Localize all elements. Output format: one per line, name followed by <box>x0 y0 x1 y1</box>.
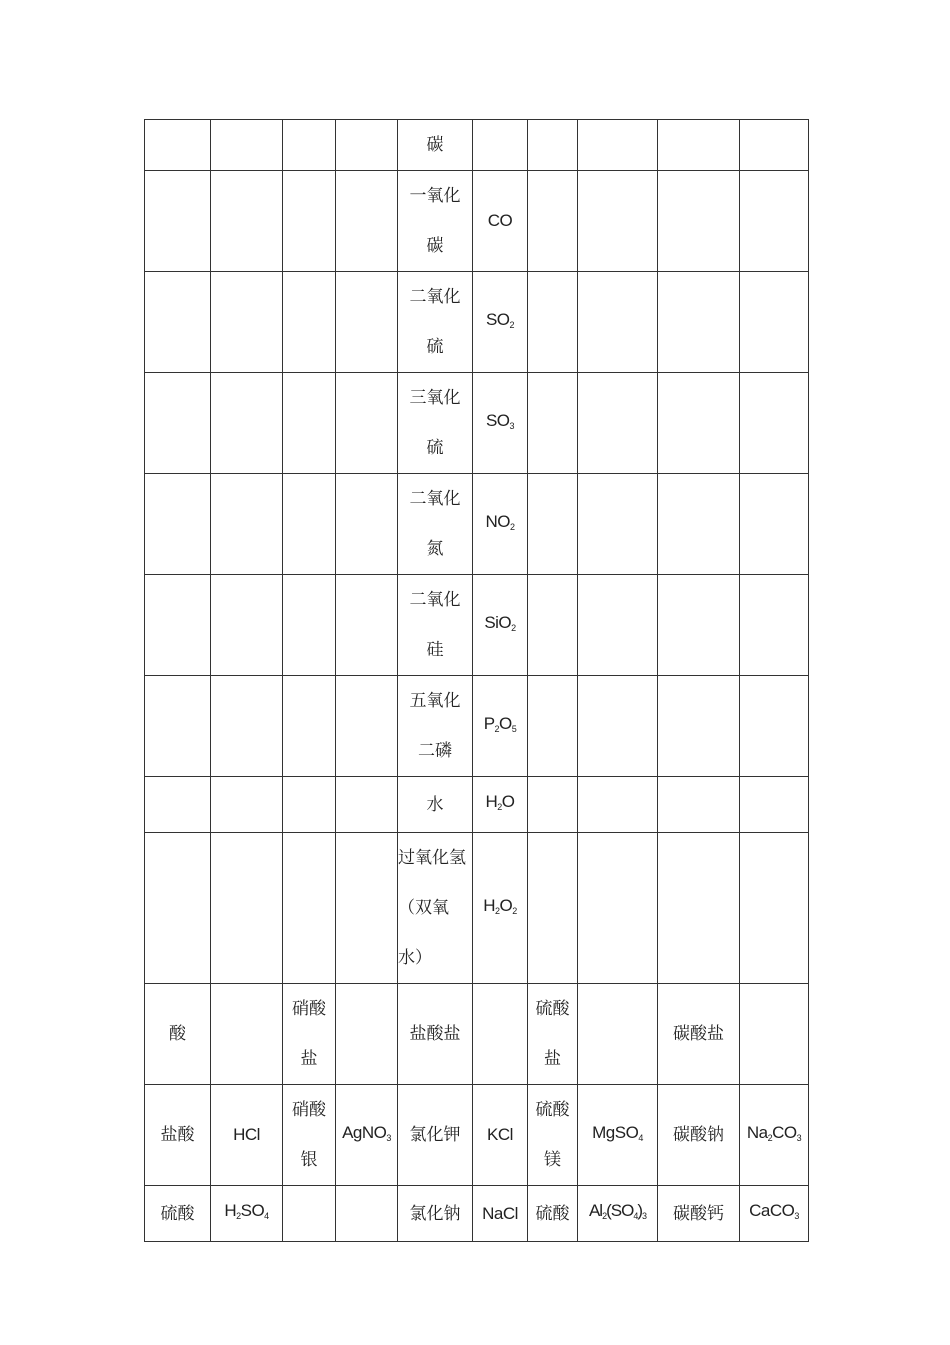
subscript: 3 <box>794 1211 799 1221</box>
table-cell: 过氧化氢（双氧水） <box>398 833 473 984</box>
subscript: 2 <box>495 905 500 916</box>
table-cell: 二氧化硅 <box>398 575 473 676</box>
formula-cell: $NO_2$ <box>473 474 528 575</box>
formula-cell: HCl <box>211 1085 283 1186</box>
table-row <box>145 1186 809 1242</box>
chemistry-table <box>144 119 809 1242</box>
formula-cell: $Na_2CO_3$ <box>740 1085 809 1186</box>
subscript: 2 <box>602 1211 607 1221</box>
formula-cell: $H_2O$ <box>473 777 528 833</box>
subscript: 2 <box>497 802 502 812</box>
subscript: 4 <box>638 1132 643 1143</box>
subscript: 2 <box>512 905 517 916</box>
table-cell: 硝酸盐 <box>283 984 336 1085</box>
formula-cell: NaCl <box>473 1186 528 1242</box>
formula-cell: $SO_3$ <box>473 373 528 474</box>
table-cell: 碳 <box>398 120 473 171</box>
table-row <box>145 676 809 777</box>
table-row <box>145 833 809 984</box>
subscript: 4 <box>264 1211 269 1221</box>
table-row <box>145 1085 809 1186</box>
table-cell: 硫酸 <box>145 1186 211 1242</box>
table-cell: 氯化钠 <box>398 1186 473 1242</box>
table-row <box>145 984 809 1085</box>
subscript: 2 <box>494 723 500 734</box>
subscript: 2 <box>509 521 515 532</box>
subscript: 4 <box>633 1211 638 1221</box>
formula-cell: $H_2O_2$ <box>473 833 528 984</box>
formula-cell: CO <box>473 171 528 272</box>
formula-cell: AgNO$_3$ <box>336 1085 398 1186</box>
table-row <box>145 272 809 373</box>
table-cell: 酸 <box>145 984 211 1085</box>
subscript: 2 <box>236 1211 241 1221</box>
table-cell: 一氧化碳 <box>398 171 473 272</box>
subscript: 2 <box>509 319 515 330</box>
subscript: 2 <box>767 1132 773 1143</box>
table-row <box>145 120 809 171</box>
formula-cell: $Al_2(SO_4)_3$ <box>578 1186 658 1242</box>
table-cell: 氯化钾 <box>398 1085 473 1186</box>
table-row <box>145 777 809 833</box>
table-cell: 二氧化氮 <box>398 474 473 575</box>
subscript: 3 <box>796 1132 802 1143</box>
table-cell: 水 <box>398 777 473 833</box>
formula-cell: MgSO$_4$ <box>578 1085 658 1186</box>
table-cell: 五氧化二磷 <box>398 676 473 777</box>
table-row <box>145 373 809 474</box>
table-cell: 硫酸 <box>528 1186 578 1242</box>
subscript: 3 <box>386 1132 391 1143</box>
subscript: 3 <box>642 1211 647 1221</box>
table-cell: 盐酸盐 <box>398 984 473 1085</box>
subscript: 5 <box>511 723 517 734</box>
table-cell: 三氧化硫 <box>398 373 473 474</box>
subscript: 2 <box>511 622 516 633</box>
formula-cell: SiO$_2$ <box>473 575 528 676</box>
table-cell: 碳酸钙 <box>658 1186 740 1242</box>
formula-cell: $P_2O_5$ <box>473 676 528 777</box>
table-cell: 二氧化硫 <box>398 272 473 373</box>
formula-cell: $SO_2$ <box>473 272 528 373</box>
table-cell: 盐酸 <box>145 1085 211 1186</box>
formula-cell: CaCO$_3$ <box>740 1186 809 1242</box>
table-cell: 硝酸银 <box>283 1085 336 1186</box>
table-cell: 硫酸盐 <box>528 984 578 1085</box>
subscript: 3 <box>509 420 515 431</box>
table-cell: 碳酸盐 <box>658 984 740 1085</box>
table-row <box>145 474 809 575</box>
formula-cell: KCl <box>473 1085 528 1186</box>
formula-cell: $H_2SO_4$ <box>211 1186 283 1242</box>
table-row <box>145 575 809 676</box>
table-cell: 碳酸钠 <box>658 1085 740 1186</box>
table-cell: 硫酸镁 <box>528 1085 578 1186</box>
table-row <box>145 171 809 272</box>
